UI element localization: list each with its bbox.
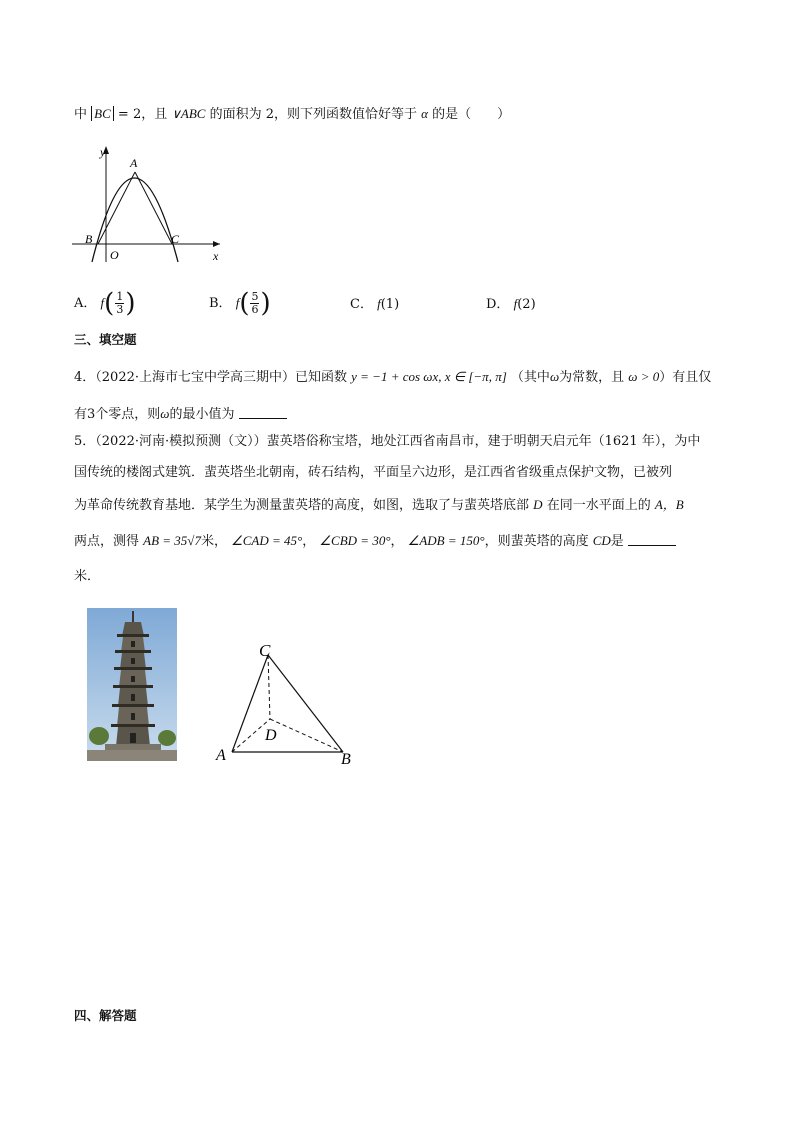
q5-line3: 为革命传统教育基地．某学生为测量蜚英塔的高度，如图，选取了与蜚英塔底部 D 在同一水平面上的 A，B xyxy=(74,497,684,513)
tower-photo xyxy=(87,608,177,761)
edge-cd-dashed xyxy=(268,655,270,719)
q5-answer-blank[interactable] xyxy=(628,533,676,546)
label-b: B xyxy=(341,751,351,768)
label-y: y xyxy=(100,145,106,159)
option-d[interactable]: D． f(2) xyxy=(486,296,536,312)
edge-cb xyxy=(268,655,343,752)
section-fill-heading: 三、填空题 xyxy=(74,332,137,347)
section-answer-heading: 四、解答题 xyxy=(74,1008,137,1023)
label-b: B xyxy=(85,232,93,246)
label-c: C xyxy=(259,641,271,660)
segment-ab xyxy=(98,172,135,244)
edge-db-dashed xyxy=(270,719,343,752)
option-a[interactable]: A． f( $\frac{1}{3}$ ) xyxy=(74,288,136,319)
q4-line1: 4．（2022·上海市七宝中学高三期中）已知函数 y = −1 + cos ωx, x ∈ [−π, π] （其中ω为常数，且 ω > 0）有且仅 xyxy=(74,369,712,385)
edge-ca xyxy=(232,655,268,752)
q3-stem: 中 BC = 2，且 ∨ABC 的面积为 2，则下列函数值恰好等于 α 的是（ ） xyxy=(74,106,511,122)
abs-bc: BC xyxy=(91,106,114,121)
parabola-graph xyxy=(70,140,240,265)
q5-line1: 5．（2022·河南·模拟预测（文））蜚英塔俗称宝塔，地处江西省南昌市，建于明朝天启元年（1621 年），为中 xyxy=(74,434,701,449)
q5-line2: 国传统的楼阁式建筑．蜚英塔坐北朝南，砖石结构，平面呈六边形，是江西省省级重点保护文物，已被列 xyxy=(74,465,673,480)
q4-line2: 有3个零点，则ω的最小值为 xyxy=(74,405,287,424)
parabola-curve xyxy=(92,178,178,262)
q4-formula: y = −1 + cos ωx, x ∈ [−π, π] xyxy=(351,369,507,384)
q5-line4: 两点，测得 AB = 35√7米， ∠CAD = 45°， ∠CBD = 30°， ∠ADB = 150°，则蜚英塔的高度 CD是 xyxy=(74,532,676,551)
tetrahedron-diagram xyxy=(210,635,370,775)
label-o: O xyxy=(110,248,119,262)
q4-answer-blank[interactable] xyxy=(239,406,287,419)
q5-line5: 米． xyxy=(74,569,101,584)
label-a: A xyxy=(216,747,226,764)
segment-ac xyxy=(135,172,172,244)
label-x: x xyxy=(213,249,219,263)
label-a: A xyxy=(130,156,138,170)
x-axis-arrow xyxy=(213,241,220,247)
triangle-abc: ∨ABC xyxy=(171,106,206,121)
option-b[interactable]: B． f( $\frac{5}{6}$ ) xyxy=(209,288,271,319)
option-c[interactable]: C． f(1) xyxy=(350,296,400,312)
label-c: C xyxy=(171,232,180,246)
label-d: D xyxy=(265,727,277,744)
